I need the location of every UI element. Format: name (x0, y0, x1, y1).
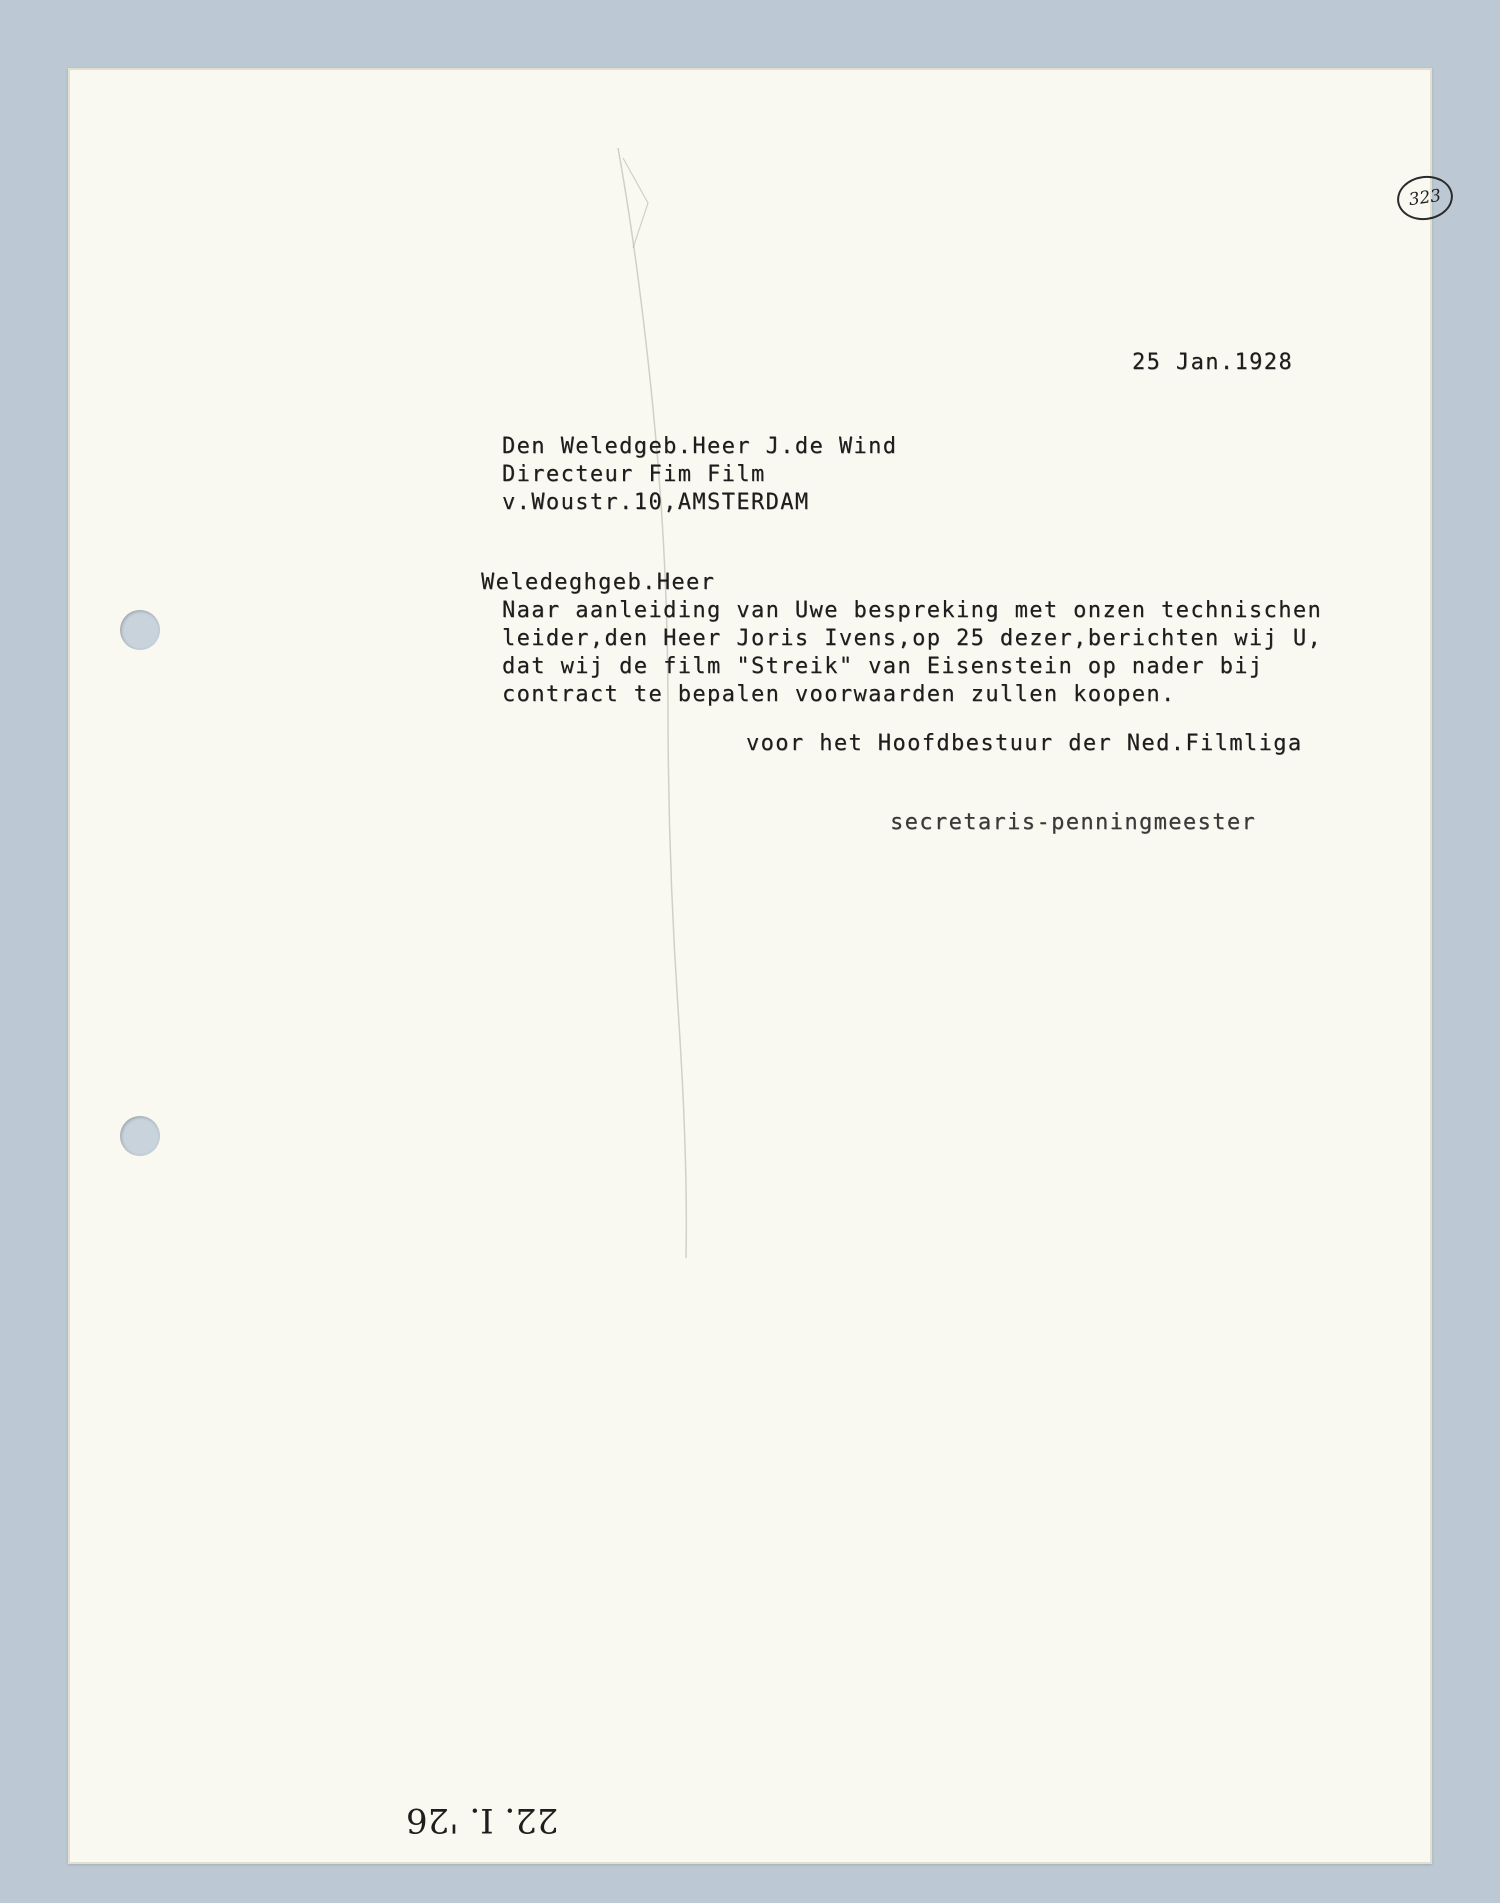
addressee-line-2: Directeur Fim Film (502, 462, 766, 487)
addressee-line-3: v.Woustr.10,AMSTERDAM (502, 490, 810, 515)
closing-line: voor het Hoofdbestuur der Ned.Filmliga (746, 731, 1303, 756)
letter-date: 25 Jan.1928 (1132, 350, 1294, 375)
body-line-2: leider,den Heer Joris Ivens,op 25 dezer,berichten wij U, (502, 626, 1323, 651)
handwritten-archive-date: 22. I. '26 (406, 1800, 559, 1840)
addressee-line-1: Den Weledgeb.Heer J.de Wind (502, 434, 898, 459)
punch-hole-top (120, 610, 160, 650)
salutation: Weledeghgeb.Heer (481, 570, 716, 595)
punch-hole-bottom (120, 1116, 160, 1156)
signature-title: secretaris-penningmeester (890, 810, 1257, 835)
body-line-3: dat wij de film "Streik" van Eisenstein op nader bij (502, 654, 1264, 679)
body-line-4: contract te bepalen voorwaarden zullen koopen. (502, 682, 1176, 707)
letter-sheet (68, 68, 1443, 1864)
archive-reference-number: 323 (1394, 172, 1456, 223)
body-line-1: Naar aanleiding van Uwe bespreking met onzen technischen (502, 598, 1323, 623)
